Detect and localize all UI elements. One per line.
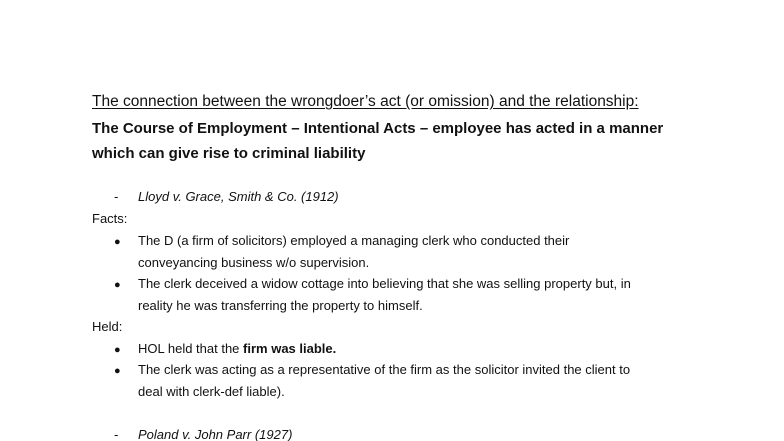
held-bullet-1	[114, 341, 336, 356]
bullet-dot: ●	[114, 236, 121, 248]
section-heading: The connection between the wrongdoer’s act (or omission) and the relationship:	[92, 93, 639, 110]
bullet-dot: ●	[114, 344, 121, 356]
held-bullet-1-bold: firm was liable.	[243, 341, 337, 356]
facts-bullet-2-text: The clerk deceived a widow cottage into believing that she was selling property but, in	[138, 276, 631, 291]
case-dash: -	[114, 189, 119, 204]
subheading-line-1: The Course of Employment – Intentional Acts – employee has acted in a manner	[92, 120, 664, 137]
facts-bullet-1-text: The D (a firm of solicitors) employed a managing clerk who conducted their	[138, 233, 570, 248]
held-bullet-2-cont: deal with clerk-def liable).	[138, 384, 285, 399]
facts-bullet-1-cont: conveyancing business w/o supervision.	[138, 255, 370, 270]
held-bullet-2-text: The clerk was acting as a representative of the firm as the solicitor invited the client to	[138, 362, 631, 377]
held-bullet-2	[114, 362, 630, 377]
case-lloyd	[114, 189, 339, 204]
facts-bullet-1	[114, 233, 569, 248]
facts-label: Facts:	[92, 211, 128, 226]
bullet-dot: ●	[114, 279, 121, 291]
bullet-dot: ●	[114, 365, 121, 377]
held-label: Held:	[92, 319, 123, 334]
facts-bullet-2-cont: reality he was transferring the property to himself.	[138, 298, 423, 313]
case-poland	[114, 427, 292, 441]
subheading-line-2: which can give rise to criminal liability	[92, 145, 366, 162]
held-bullet-1-text: HOL held that the	[138, 341, 244, 356]
case-title: Poland v. John Parr (1927)	[138, 427, 293, 441]
case-dash: -	[114, 427, 119, 441]
facts-bullet-2	[114, 276, 631, 291]
case-title: Lloyd v. Grace, Smith & Co. (1912)	[138, 189, 339, 204]
